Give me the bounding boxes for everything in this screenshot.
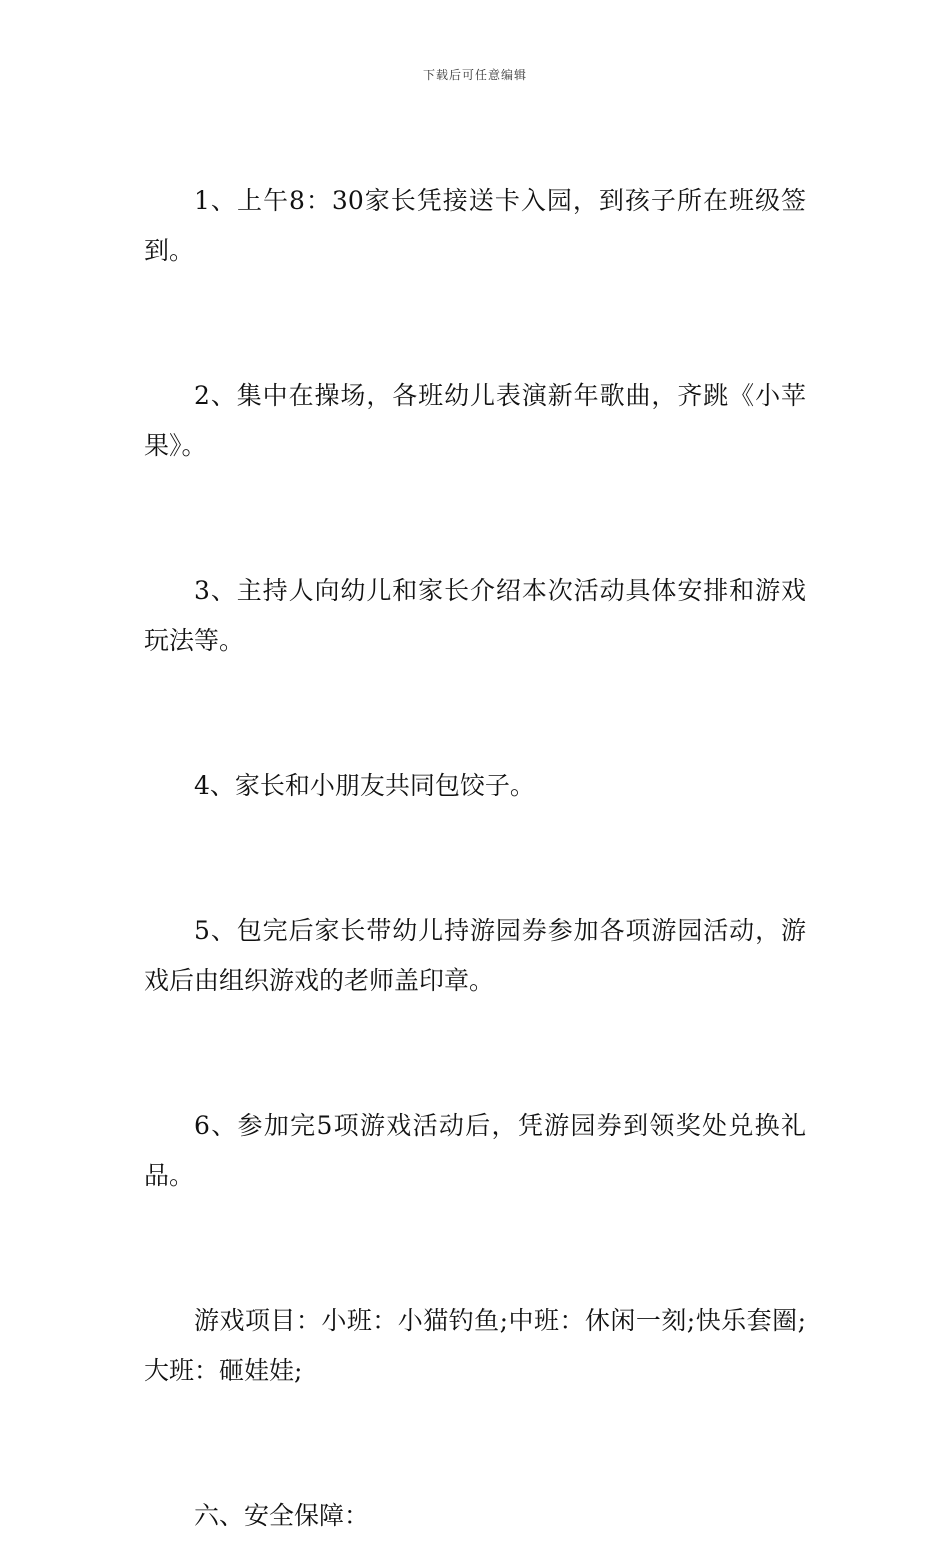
paragraph-step-4: 4、家长和小朋友共同包饺子。 (194, 771, 535, 800)
paragraph-step-5: 5、包完后家长带幼儿持游园券参加各项游园活动，游戏后由组织游戏的老师盖印章。 (144, 916, 806, 995)
header-note: 下载后可任意编辑 (422, 68, 527, 82)
paragraph-step-1: 1、上午8：30家长凭接送卡入园，到孩子所在班级签到。 (144, 186, 806, 265)
section-heading-safety: 六、安全保障： (194, 1501, 370, 1530)
document-body (144, 176, 806, 1541)
paragraph-game-items: 游戏项目：小班：小猫钓鱼;中班：休闲一刻;快乐套圈;大班：砸娃娃; (144, 1306, 806, 1385)
paragraph-step-6: 6、参加完5项游戏活动后，凭游园券到领奖处兑换礼品。 (144, 1111, 806, 1190)
paragraph-step-3: 3、主持人向幼儿和家长介绍本次活动具体安排和游戏玩法等。 (144, 576, 806, 655)
paragraph-step-2: 2、集中在操场，各班幼儿表演新年歌曲，齐跳《小苹果》。 (144, 381, 806, 460)
